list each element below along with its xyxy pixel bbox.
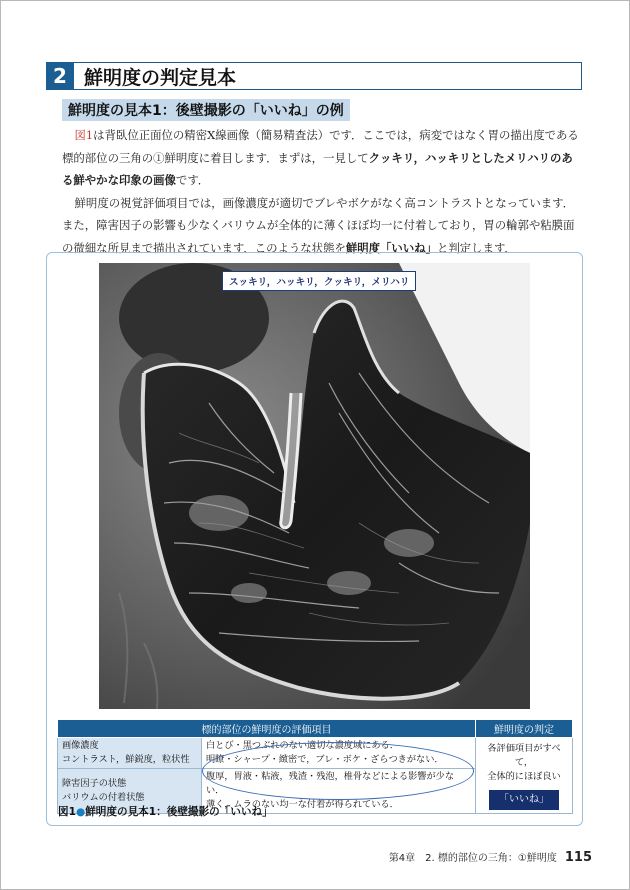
paragraph-2-text-a: 鮮明度の視覚評価項目では，画像濃度が適切でブレやボケがなく高コントラストとなっています．また，障害因子の影響も少なくバリウムが全体的に薄くほぼ均一に付着しており，胃の輪郭や粘膜面の微細な所見まで描出されています．このような状態を [62, 195, 575, 255]
paragraph-1-text-a: は背臥位正面位の精密X線画像（簡易精査法）です．ここでは，病変ではなく胃の描出度である標的部位の三角の①鮮明度に着目します．まずは，一見して [62, 128, 579, 165]
table-header-judge: 鮮明度の判定 [476, 720, 573, 738]
row1-desc-line2: 明瞭・シャープ・緻密で，ブレ・ボケ・ざらつきがない． [206, 754, 444, 765]
table-cell-item [58, 738, 202, 769]
figure-caption [58, 804, 273, 819]
page-footer [389, 849, 592, 865]
judge-line2: 全体的にほぼ良い [487, 770, 561, 782]
section-number: 2 [46, 62, 74, 90]
section-title: 鮮明度の判定見本 [84, 66, 237, 89]
paragraph-2-bold: 鮮明度「いいね」 [345, 240, 437, 255]
xray-image [99, 263, 530, 709]
row2-item-line1: 障害因子の状態 [62, 778, 127, 789]
row1-item-line2: コントラスト，鮮鋭度，粒状性 [62, 754, 190, 765]
xray-illustration [99, 263, 530, 709]
paragraph-1-text-b: です． [175, 173, 210, 187]
figure-reference[interactable]: 図1 [74, 128, 94, 142]
page-number: 115 [564, 850, 592, 865]
row1-item-line1: 画像濃度 [62, 740, 99, 751]
table-cell-judge [476, 738, 573, 814]
verdict-badge: 「いいね」 [489, 790, 559, 810]
caption-text: 鮮明度の見本1：後壁撮影の「いいね」 [85, 806, 273, 818]
caption-bullet-icon: ● [75, 806, 86, 818]
table-header-items: 標的部位の鮮明度の評価項目 [58, 720, 476, 738]
row2-desc-line2: 薄く，ムラのない均一な付着が得られている． [206, 799, 399, 810]
row2-desc-line1: 腹厚，胃液・粘液，残渣・残泡，椎骨などによる影響が少ない． [206, 771, 455, 796]
table-header-row [58, 720, 573, 738]
xray-label: スッキリ，ハッキリ，クッキリ，メリハリ [222, 271, 416, 291]
evaluation-table [57, 719, 573, 814]
paragraph-2-text-b: と判定します． [437, 240, 516, 255]
paragraph-1 [62, 124, 584, 192]
section-header [46, 62, 582, 90]
row1-desc-line1: 白とび・黒つぶれのない適切な濃度域にある． [206, 740, 399, 751]
footer-chapter: 第4章 2. 標的部位の三角：①鮮明度 [388, 853, 557, 864]
row2-item-line2: バリウムの付着状態 [62, 792, 145, 803]
table-row [58, 738, 573, 769]
table-cell-desc [202, 738, 476, 769]
body-text [62, 124, 584, 259]
judge-line1: 各評価項目がすべて， [487, 742, 561, 768]
caption-prefix: 図1 [58, 806, 76, 818]
paragraph-1-bold: クッキリ，ハッキリとしたメリハリのある鮮やかな印象の画像 [62, 150, 573, 187]
paragraph-2 [62, 192, 584, 260]
subheading: 鮮明度の見本1：後壁撮影の「いいね」の例 [62, 99, 350, 121]
